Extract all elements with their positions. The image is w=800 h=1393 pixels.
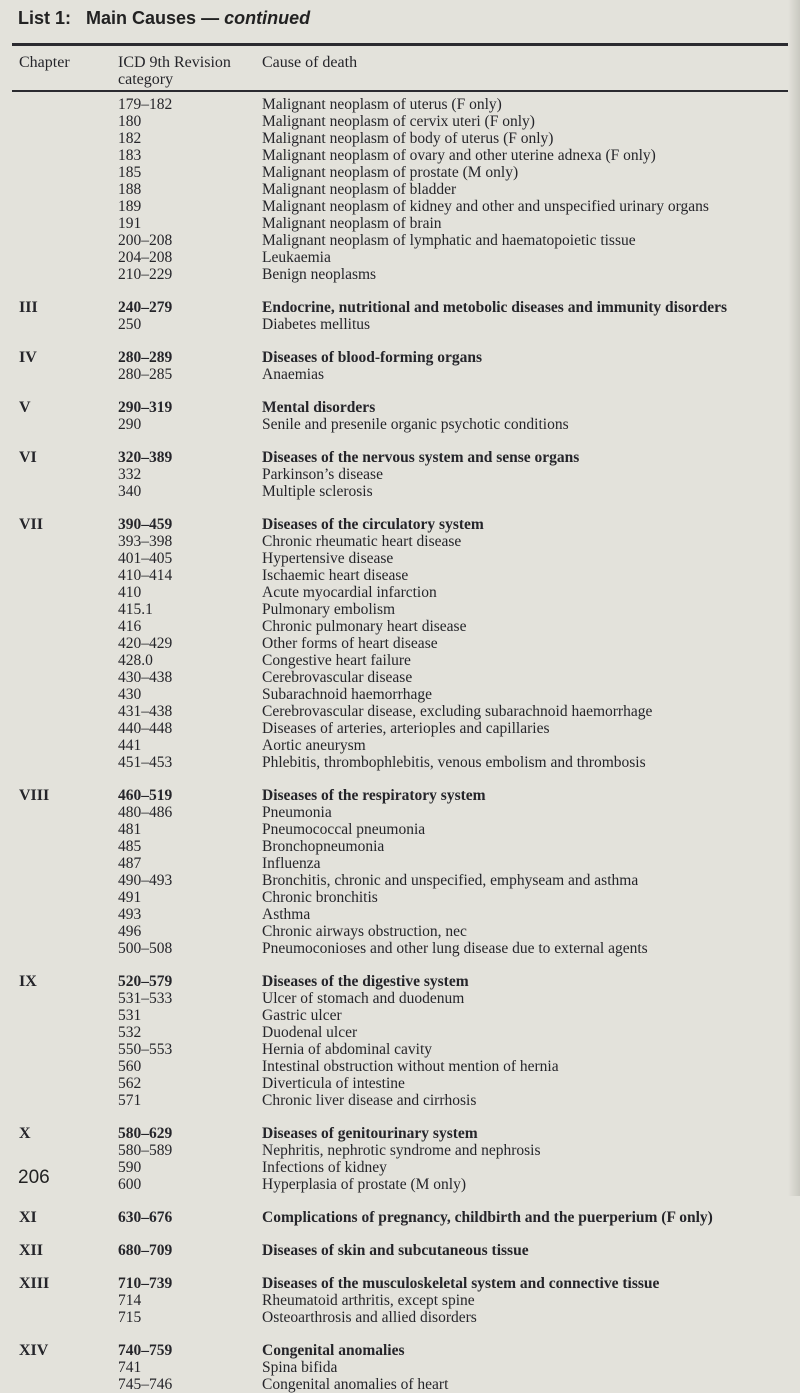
cause-cell: Pneumonia bbox=[262, 804, 332, 821]
cause-cell: Duodenal ulcer bbox=[262, 1024, 358, 1041]
chapter-cell: V bbox=[19, 399, 31, 416]
cause-cell: Diseases of the circulatory system bbox=[262, 516, 484, 533]
table-row bbox=[0, 1092, 800, 1109]
cause-cell: Malignant neoplasm of ovary and other uterine adnexa (F only) bbox=[262, 147, 656, 164]
icd-code-cell: 430 bbox=[118, 686, 142, 703]
icd-code-cell: 191 bbox=[118, 215, 142, 232]
cause-cell: Diseases of the respiratory system bbox=[262, 787, 486, 804]
icd-code-cell: 185 bbox=[118, 164, 142, 181]
cause-cell: Subarachnoid haemorrhage bbox=[262, 686, 433, 703]
table-row bbox=[0, 550, 800, 567]
cause-cell: Chronic pulmonary heart disease bbox=[262, 618, 467, 635]
page-header bbox=[18, 8, 310, 29]
cause-cell: Parkinson’s disease bbox=[262, 466, 383, 483]
icd-code-cell: 393–398 bbox=[118, 533, 173, 550]
icd-code-cell: 189 bbox=[118, 198, 142, 215]
column-header-icd bbox=[118, 54, 231, 88]
list-continued: continued bbox=[224, 8, 311, 28]
table-row bbox=[0, 686, 800, 703]
table-row bbox=[0, 483, 800, 500]
chapter-cell: XIV bbox=[19, 1342, 49, 1359]
cause-cell: Nephritis, nephrotic syndrome and nephrosis bbox=[262, 1142, 541, 1159]
cause-cell: Ulcer of stomach and duodenum bbox=[262, 990, 465, 1007]
cause-cell: Chronic bronchitis bbox=[262, 889, 378, 906]
table-row bbox=[0, 635, 800, 652]
table-row bbox=[0, 1359, 800, 1376]
table-row bbox=[0, 96, 800, 113]
chapter-cell: XIII bbox=[19, 1275, 50, 1292]
icd-code-cell: 562 bbox=[118, 1075, 142, 1092]
cause-cell: Diseases of skin and subcutaneous tissue bbox=[262, 1242, 529, 1259]
page-number: 206 bbox=[18, 1167, 50, 1188]
chapter-cell: VII bbox=[19, 516, 44, 533]
chapter-cell: IV bbox=[19, 349, 37, 366]
table-row bbox=[0, 1075, 800, 1092]
table-row bbox=[0, 567, 800, 584]
table-row bbox=[0, 652, 800, 669]
icd-code-cell: 460–519 bbox=[118, 787, 173, 804]
table-row bbox=[0, 855, 800, 872]
cause-cell: Aortic aneurysm bbox=[262, 737, 366, 754]
icd-code-cell: 280–285 bbox=[118, 366, 173, 383]
cause-cell: Benign neoplasms bbox=[262, 266, 377, 283]
cause-cell: Diseases of the digestive system bbox=[262, 973, 469, 990]
chapter-group-row bbox=[0, 1209, 800, 1226]
icd-code-cell: 580–629 bbox=[118, 1125, 173, 1142]
cause-cell: Complications of pregnancy, childbirth and the puerperium (F only) bbox=[262, 1209, 713, 1226]
chapter-group-row bbox=[0, 1125, 800, 1142]
icd-code-cell: 580–589 bbox=[118, 1142, 173, 1159]
cause-cell: Pneumoconioses and other lung disease due to external agents bbox=[262, 940, 648, 957]
chapter-group-row bbox=[0, 399, 800, 416]
icd-code-cell: 204–208 bbox=[118, 249, 173, 266]
icd-code-cell: 490–493 bbox=[118, 872, 173, 889]
table-row bbox=[0, 266, 800, 283]
icd-code-cell: 440–448 bbox=[118, 720, 173, 737]
icd-code-cell: 416 bbox=[118, 618, 142, 635]
table-row bbox=[0, 1292, 800, 1309]
table-row bbox=[0, 181, 800, 198]
icd-code-cell: 493 bbox=[118, 906, 142, 923]
table-row bbox=[0, 906, 800, 923]
cause-cell: Spina bifida bbox=[262, 1359, 338, 1376]
chapter-group-row bbox=[0, 973, 800, 990]
table-row bbox=[0, 737, 800, 754]
table-row bbox=[0, 601, 800, 618]
table-row bbox=[0, 1142, 800, 1159]
chapter-group-row bbox=[0, 349, 800, 366]
icd-code-cell: 714 bbox=[118, 1292, 142, 1309]
cause-cell: Acute myocardial infarction bbox=[262, 584, 437, 601]
cause-cell: Chronic liver disease and cirrhosis bbox=[262, 1092, 477, 1109]
icd-code-cell: 280–289 bbox=[118, 349, 173, 366]
chapter-cell: III bbox=[19, 299, 38, 316]
table-row bbox=[0, 113, 800, 130]
table-row bbox=[0, 147, 800, 164]
chapter-group-row bbox=[0, 516, 800, 533]
chapter-group-row bbox=[0, 1342, 800, 1359]
cause-cell: Hypertensive disease bbox=[262, 550, 394, 567]
chapter-group-row bbox=[0, 1275, 800, 1292]
table-row bbox=[0, 416, 800, 433]
cause-cell: Congenital anomalies of heart bbox=[262, 1376, 449, 1393]
table-row bbox=[0, 940, 800, 957]
table-row bbox=[0, 130, 800, 147]
icd-code-cell: 715 bbox=[118, 1309, 142, 1326]
icd-code-cell: 179–182 bbox=[118, 96, 173, 113]
cause-cell: Hyperplasia of prostate (M only) bbox=[262, 1176, 467, 1193]
table-row bbox=[0, 1007, 800, 1024]
cause-cell: Asthma bbox=[262, 906, 311, 923]
table-row bbox=[0, 164, 800, 181]
icd-code-cell: 188 bbox=[118, 181, 142, 198]
cause-cell: Senile and presenile organic psychotic conditions bbox=[262, 416, 569, 433]
icd-code-cell: 532 bbox=[118, 1024, 142, 1041]
icd-code-cell: 290–319 bbox=[118, 399, 173, 416]
icd-code-cell: 500–508 bbox=[118, 940, 173, 957]
table-row bbox=[0, 923, 800, 940]
cause-cell: Phlebitis, thrombophlebitis, venous embolism and thrombosis bbox=[262, 754, 646, 771]
icd-code-cell: 200–208 bbox=[118, 232, 173, 249]
icd-code-cell: 320–389 bbox=[118, 449, 173, 466]
chapter-group-row bbox=[0, 299, 800, 316]
cause-cell: Ischaemic heart disease bbox=[262, 567, 409, 584]
table-row bbox=[0, 821, 800, 838]
table-row bbox=[0, 838, 800, 855]
icd-code-cell: 571 bbox=[118, 1092, 142, 1109]
icd-code-cell: 520–579 bbox=[118, 973, 173, 990]
icd-code-cell: 390–459 bbox=[118, 516, 173, 533]
icd-code-cell: 451–453 bbox=[118, 754, 173, 771]
cause-cell: Bronchopneumonia bbox=[262, 838, 385, 855]
icd-code-cell: 182 bbox=[118, 130, 142, 147]
list-label: List 1: bbox=[18, 8, 72, 28]
header-rule bbox=[12, 90, 788, 92]
table-row bbox=[0, 669, 800, 686]
table-row bbox=[0, 1309, 800, 1326]
cause-cell: Diseases of arteries, arterioples and capillaries bbox=[262, 720, 550, 737]
icd-code-cell: 560 bbox=[118, 1058, 142, 1075]
icd-code-cell: 550–553 bbox=[118, 1041, 173, 1058]
table-row bbox=[0, 249, 800, 266]
icd-code-cell: 430–438 bbox=[118, 669, 173, 686]
table-row bbox=[0, 1058, 800, 1075]
cause-cell: Congestive heart failure bbox=[262, 652, 411, 669]
chapter-cell: XI bbox=[19, 1209, 37, 1226]
icd-code-cell: 332 bbox=[118, 466, 142, 483]
icd-code-cell: 590 bbox=[118, 1159, 142, 1176]
icd-code-cell: 441 bbox=[118, 737, 142, 754]
cause-cell: Osteoarthrosis and allied disorders bbox=[262, 1309, 477, 1326]
icd-code-cell: 410–414 bbox=[118, 567, 173, 584]
cause-cell: Diseases of the musculoskeletal system and connective tissue bbox=[262, 1275, 660, 1292]
icd-code-cell: 240–279 bbox=[118, 299, 173, 316]
cause-cell: Pulmonary embolism bbox=[262, 601, 396, 618]
table-row bbox=[0, 584, 800, 601]
cause-cell: Diseases of genitourinary system bbox=[262, 1125, 478, 1142]
icd-code-cell: 531–533 bbox=[118, 990, 173, 1007]
icd-code-cell: 183 bbox=[118, 147, 142, 164]
icd-code-cell: 250 bbox=[118, 316, 142, 333]
chapter-cell: VI bbox=[19, 449, 37, 466]
cause-cell: Cerebrovascular disease bbox=[262, 669, 413, 686]
table-row bbox=[0, 889, 800, 906]
cause-cell: Rheumatoid arthritis, except spine bbox=[262, 1292, 475, 1309]
cause-cell: Chronic rheumatic heart disease bbox=[262, 533, 462, 550]
icd-code-cell: 491 bbox=[118, 889, 142, 906]
icd-code-cell: 401–405 bbox=[118, 550, 173, 567]
cause-cell: Malignant neoplasm of body of uterus (F only) bbox=[262, 130, 554, 147]
chapter-group-row bbox=[0, 1242, 800, 1259]
table-row bbox=[0, 1159, 800, 1176]
table-row bbox=[0, 232, 800, 249]
column-header-cause: Cause of death bbox=[262, 54, 358, 71]
icd-code-cell: 290 bbox=[118, 416, 142, 433]
table-row bbox=[0, 1041, 800, 1058]
chapter-group-row bbox=[0, 449, 800, 466]
icd-code-cell: 210–229 bbox=[118, 266, 173, 283]
cause-cell: Mental disorders bbox=[262, 399, 376, 416]
icd-code-cell: 480–486 bbox=[118, 804, 173, 821]
icd-code-cell: 340 bbox=[118, 483, 142, 500]
table-row bbox=[0, 990, 800, 1007]
icd-code-cell: 745–746 bbox=[118, 1376, 173, 1393]
icd-code-cell: 420–429 bbox=[118, 635, 173, 652]
cause-cell: Malignant neoplasm of cervix uteri (F only) bbox=[262, 113, 535, 130]
cause-cell: Endocrine, nutritional and metobolic diseases and immunity disorders bbox=[262, 299, 728, 316]
cause-cell: Diverticula of intestine bbox=[262, 1075, 405, 1092]
cause-cell: Gastric ulcer bbox=[262, 1007, 342, 1024]
cause-cell: Other forms of heart disease bbox=[262, 635, 438, 652]
cause-cell: Multiple sclerosis bbox=[262, 483, 373, 500]
icd-code-cell: 710–739 bbox=[118, 1275, 173, 1292]
table-row bbox=[0, 366, 800, 383]
icd-code-cell: 415.1 bbox=[118, 601, 153, 618]
cause-cell: Intestinal obstruction without mention of hernia bbox=[262, 1058, 559, 1075]
cause-cell: Chronic airways obstruction, nec bbox=[262, 923, 467, 940]
cause-cell: Malignant neoplasm of brain bbox=[262, 215, 442, 232]
chapter-cell: VIII bbox=[19, 787, 50, 804]
table-row bbox=[0, 1176, 800, 1193]
table-row bbox=[0, 198, 800, 215]
table-row bbox=[0, 804, 800, 821]
cause-cell: Diseases of blood-forming organs bbox=[262, 349, 483, 366]
icd-code-cell: 431–438 bbox=[118, 703, 173, 720]
icd-code-cell: 428.0 bbox=[118, 652, 153, 669]
icd-code-cell: 740–759 bbox=[118, 1342, 173, 1359]
icd-code-cell: 741 bbox=[118, 1359, 142, 1376]
cause-cell: Hernia of abdominal cavity bbox=[262, 1041, 433, 1058]
icd-code-cell: 680–709 bbox=[118, 1242, 173, 1259]
table-row bbox=[0, 215, 800, 232]
table-row bbox=[0, 316, 800, 333]
cause-cell: Congenital anomalies bbox=[262, 1342, 405, 1359]
cause-cell: Leukaemia bbox=[262, 249, 331, 266]
icd-code-cell: 600 bbox=[118, 1176, 142, 1193]
cause-cell: Anaemias bbox=[262, 366, 324, 383]
table-row bbox=[0, 466, 800, 483]
icd-code-cell: 630–676 bbox=[118, 1209, 173, 1226]
icd-code-cell: 487 bbox=[118, 855, 142, 872]
cause-cell: Influenza bbox=[262, 855, 321, 872]
table-row bbox=[0, 618, 800, 635]
cause-cell: Pneumococcal pneumonia bbox=[262, 821, 426, 838]
table-row bbox=[0, 533, 800, 550]
table-row bbox=[0, 720, 800, 737]
cause-cell: Diseases of the nervous system and sense organs bbox=[262, 449, 580, 466]
cause-cell: Malignant neoplasm of prostate (M only) bbox=[262, 164, 519, 181]
cause-cell: Infections of kidney bbox=[262, 1159, 387, 1176]
column-header-chapter: Chapter bbox=[19, 54, 70, 71]
table-row bbox=[0, 754, 800, 771]
cause-cell: Cerebrovascular disease, excluding subarachnoid haemorrhage bbox=[262, 703, 653, 720]
cause-cell: Malignant neoplasm of bladder bbox=[262, 181, 457, 198]
table-row bbox=[0, 1376, 800, 1393]
list-title: Main Causes — bbox=[86, 8, 220, 28]
chapter-cell: IX bbox=[19, 973, 37, 990]
column-header-icd-line1: ICD 9th Revision bbox=[118, 54, 231, 71]
icd-code-cell: 410 bbox=[118, 584, 142, 601]
chapter-group-row bbox=[0, 787, 800, 804]
table-row bbox=[0, 703, 800, 720]
cause-cell: Diabetes mellitus bbox=[262, 316, 371, 333]
table-row bbox=[0, 1024, 800, 1041]
icd-code-cell: 496 bbox=[118, 923, 142, 940]
cause-cell: Malignant neoplasm of uterus (F only) bbox=[262, 96, 502, 113]
cause-cell: Malignant neoplasm of kidney and other and unspecified urinary organs bbox=[262, 198, 709, 215]
chapter-cell: XII bbox=[19, 1242, 44, 1259]
top-rule bbox=[12, 43, 788, 46]
column-header-icd-line2: category bbox=[118, 71, 174, 88]
table-row bbox=[0, 872, 800, 889]
chapter-cell: X bbox=[19, 1125, 31, 1142]
cause-cell: Bronchitis, chronic and unspecified, emphyseam and asthma bbox=[262, 872, 639, 889]
icd-code-cell: 180 bbox=[118, 113, 142, 130]
icd-code-cell: 531 bbox=[118, 1007, 142, 1024]
icd-code-cell: 481 bbox=[118, 821, 142, 838]
cause-cell: Malignant neoplasm of lymphatic and haematopoietic tissue bbox=[262, 232, 636, 249]
icd-code-cell: 485 bbox=[118, 838, 142, 855]
